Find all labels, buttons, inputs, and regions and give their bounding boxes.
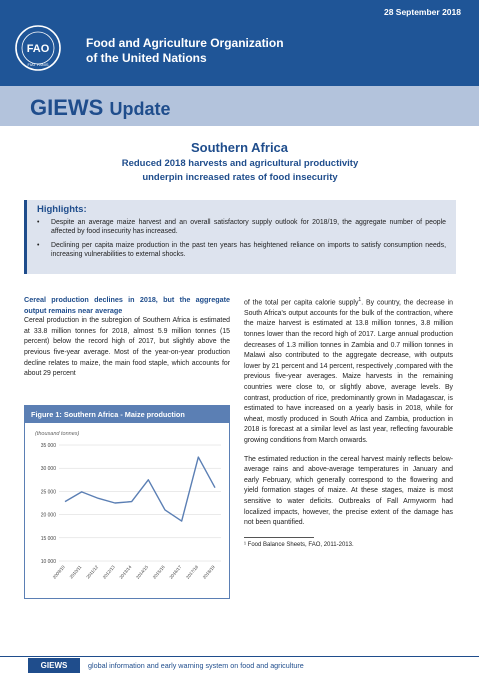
highlights-box [24,200,456,274]
report-date: 28 September 2018 [383,7,461,17]
highlights-title: Highlights: [37,204,87,215]
highlight-item: • Declining per capita maize production in the past ten years has heightened reliance on imports to satisfy consumption needs, increasing vulnerabilities to external shocks. [37,241,446,260]
right-paragraph-1-start: of the total per capita calorie supply [244,299,359,307]
x-tick-label: 2016/17 [168,564,183,580]
maize-production-figure [24,405,230,599]
x-tick-label: 2012/13 [101,564,116,580]
title-sub: Update [109,99,171,119]
report-subtitle [60,157,420,185]
y-tick-label: 30 000 [40,466,56,473]
footnote-ref: 1 [358,297,362,303]
y-tick-label: 15 000 [40,535,56,542]
y-tick-label: 20 000 [40,512,56,519]
header-banner [0,0,479,86]
x-tick-label: 2013/14 [118,564,133,580]
publication-title [30,95,170,121]
right-paragraph-2: The estimated reduction in the cereal harvest mainly reflects below-average rains and above-average temperatures in January and early February, which generally correspond to the flowering and yield formation stages of maize. At these stages, maize is most sensitive to water deficits. Outbreaks of Fall Armyworm had localized impacts, however, the precise extent of the damage has not been quantified. [244,455,453,527]
x-tick-label: 2017/18 [185,564,200,580]
subtitle-line-2: underpin increased rates of food insecurity [142,172,338,183]
org-line-1: Food and Agriculture Organization [86,36,284,50]
y-tick-label: 10 000 [40,559,56,565]
left-column [24,295,230,380]
subtitle-line-1: Reduced 2018 harvests and agricultural productivity [121,158,359,169]
title-main: GIEWS [30,95,104,120]
highlights-list [37,218,446,259]
footnote: ¹ Food Balance Sheets, FAO, 2011-2013. [244,541,354,548]
left-paragraph: Cereal production in the subregion of Southern Africa is estimated at 33.8 million tonnes for 2018, almost 5.9 million tonnes (15 percent) below the record high of 2017, but slightly above the previous five-year average. Most of the year-on-year production decline relates to maize, the main food staple, which accounts for about 29 percent [24,317,230,378]
region-title: Southern Africa [190,140,289,155]
organization-name [86,36,284,66]
right-paragraph-1-rest: . By country, the decrease in South Africa's output accounts for the bulk of the contraction, where the maize harvest is estimated at 13.8 million tonnes, 3.8 million tonnes lower than the record high of 2017. Large annual production decreases of 1.3 million tonnes in Zambia and 0.7 million tonnes in Malawi also contributed to the aggregate decrease, with outputs lower by 21 percent and 14 percent, respectively ,compared with the previous five-year averages. Maize harvests in the remaining countries were close to, or slightly above, average levels. By contrast, production of rice, predominantly grown in Madagascar, is estimated to have increased on a yearly basis in 2018, while for wheat, mostly produced in South Africa and Zambia, production in 2018 is forecast at a similar level as last year, reflecting favourable growing conditions from March onwards. [244,299,453,445]
x-tick-label: 2011/12 [85,564,100,580]
highlight-item: • Despite an average maize harvest and an overall satisfactory supply outlook for 2018/19, the aggregate number of people affected by food insecurity has increased. [37,218,446,237]
footer-divider [0,656,479,657]
fao-logo [14,24,62,72]
right-column [244,295,453,550]
figure-title: Figure 1: Southern Africa - Maize production [25,406,229,423]
x-tick-label: 2010/11 [68,564,83,580]
maize-production-chart [25,423,229,598]
y-tick-label: 25 000 [40,489,56,496]
maize-production-line [65,457,215,521]
x-tick-label: 2015/16 [151,564,166,580]
x-tick-label: 2014/15 [135,564,150,580]
footnote-divider [244,537,314,538]
y-tick-label: 35 000 [40,443,56,449]
chart-unit-label: (thousand tonnes) [35,431,80,437]
org-line-2: of the United Nations [86,51,207,65]
footer-tag: GIEWS [28,658,80,673]
x-tick-label: 2009/10 [51,564,66,580]
right-paragraph-1 [244,295,453,447]
logo-motto: FIAT PANIS [27,62,49,67]
logo-letters: FAO [26,43,50,55]
section-heading: Cereal production declines in 2018, but the aggregate output remains near average [24,295,230,315]
footer-text: global information and early warning system on food and agriculture [88,661,304,670]
x-tick-label: 2018/19 [201,564,216,580]
